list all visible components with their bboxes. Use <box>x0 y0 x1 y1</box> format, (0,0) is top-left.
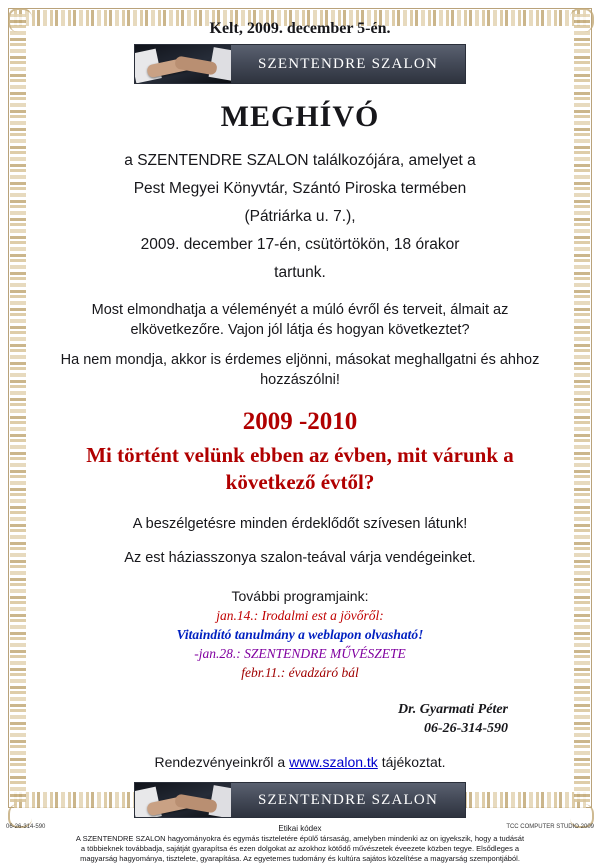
years-heading: 2009 -2010 <box>242 408 358 435</box>
footer-phone: 06-26-314-590 <box>6 824 46 830</box>
question-heading: Mi történt velünk ebben az évben, mit várunk a következő évtől? <box>86 443 514 494</box>
program-item-3: -jan.28.: SZENTENDRE MŰVÉSZETE <box>194 646 406 661</box>
ethics-body: A SZENTENDRE SZALON hagyományokra és egymás tiszteletére épülő társaság, amelyben mindenki az on igyekszik, hogy a tudását a többieknek továbbadja, sajátját gyarapítsa és ezen dolgokat az azokhoz kötődő művészetek éveezete közben tegye. Elsődleges a magyarság hagyománya, tisztelete, gyarapítása. Az egyetemes tudomány és kultúra sajátos közelítése a magyarság szempontjából. <box>75 834 525 863</box>
intro-line-4: 2009. december 17-én, csütörtökön, 18 órakor <box>140 236 460 253</box>
invitation-content <box>34 14 566 864</box>
header-banner <box>134 44 466 84</box>
ornament-left <box>10 14 26 802</box>
footer-handshake-photo <box>135 783 231 817</box>
intro-line-5: tartunk. <box>274 264 326 281</box>
hostess-text: Az est háziasszonya szalon-teával várja vendégeinket. <box>124 550 476 566</box>
intro-line-1: a SZENTENDRE SZALON találkozójára, amelyet a <box>124 152 476 169</box>
website-link[interactable]: www.szalon.tk <box>289 754 378 770</box>
header-banner-title: SZENTENDRE SZALON <box>258 55 438 72</box>
program-item-4: febr.11.: évadzáró bál <box>241 665 359 680</box>
website-info-prefix: Rendezvényeinkről a <box>154 754 290 770</box>
signature-block <box>34 700 508 738</box>
paragraph-invitation: Ha nem mondja, akkor is érdemes eljönni, másokat meghallgatni és ahhoz hozzászólni! <box>60 352 540 388</box>
footer-credit: TCC COMPUTER STUDIO 2009 <box>506 824 594 830</box>
website-info-line <box>34 754 566 770</box>
welcome-text: A beszélgetésre minden érdeklődőt szívesen látunk! <box>132 516 468 532</box>
intro-line-2: Pest Megyei Könyvtár, Szántó Piroska termében <box>133 180 467 197</box>
program-item-1: jan.14.: Irodalmi est a jövőről: <box>216 608 384 623</box>
signature-phone: 06-26-314-590 <box>424 721 508 736</box>
header-banner-bar <box>231 45 465 83</box>
footer-banner-title: SZENTENDRE SZALON <box>258 791 438 808</box>
programs-title: További programjaink: <box>231 588 369 604</box>
ethics-title: Etikai kódex <box>278 824 322 833</box>
ornament-right <box>574 14 590 802</box>
corner-ornament-top-right <box>570 8 594 32</box>
website-info-suffix: tájékoztat. <box>377 754 446 770</box>
date-line: Kelt, 2009. december 5-én. <box>209 20 391 37</box>
page-title: MEGHÍVÓ <box>220 100 380 133</box>
handshake-photo <box>135 45 231 83</box>
signature-name: Dr. Gyarmati Péter <box>397 702 508 717</box>
paragraph-reflection: Most elmondhatja a véleményét a múló évről és terveit, álmait az elkövetkezőre. Vajon jól látja és hogyan következtet? <box>91 302 509 338</box>
footer-banner-bar <box>231 783 465 817</box>
corner-ornament-top-left <box>8 8 32 32</box>
footer-banner <box>134 782 466 818</box>
program-item-2: Vitaindító tanulmány a weblapon olvasható! <box>176 627 424 642</box>
intro-line-3: (Pátriárka u. 7.), <box>244 208 356 225</box>
